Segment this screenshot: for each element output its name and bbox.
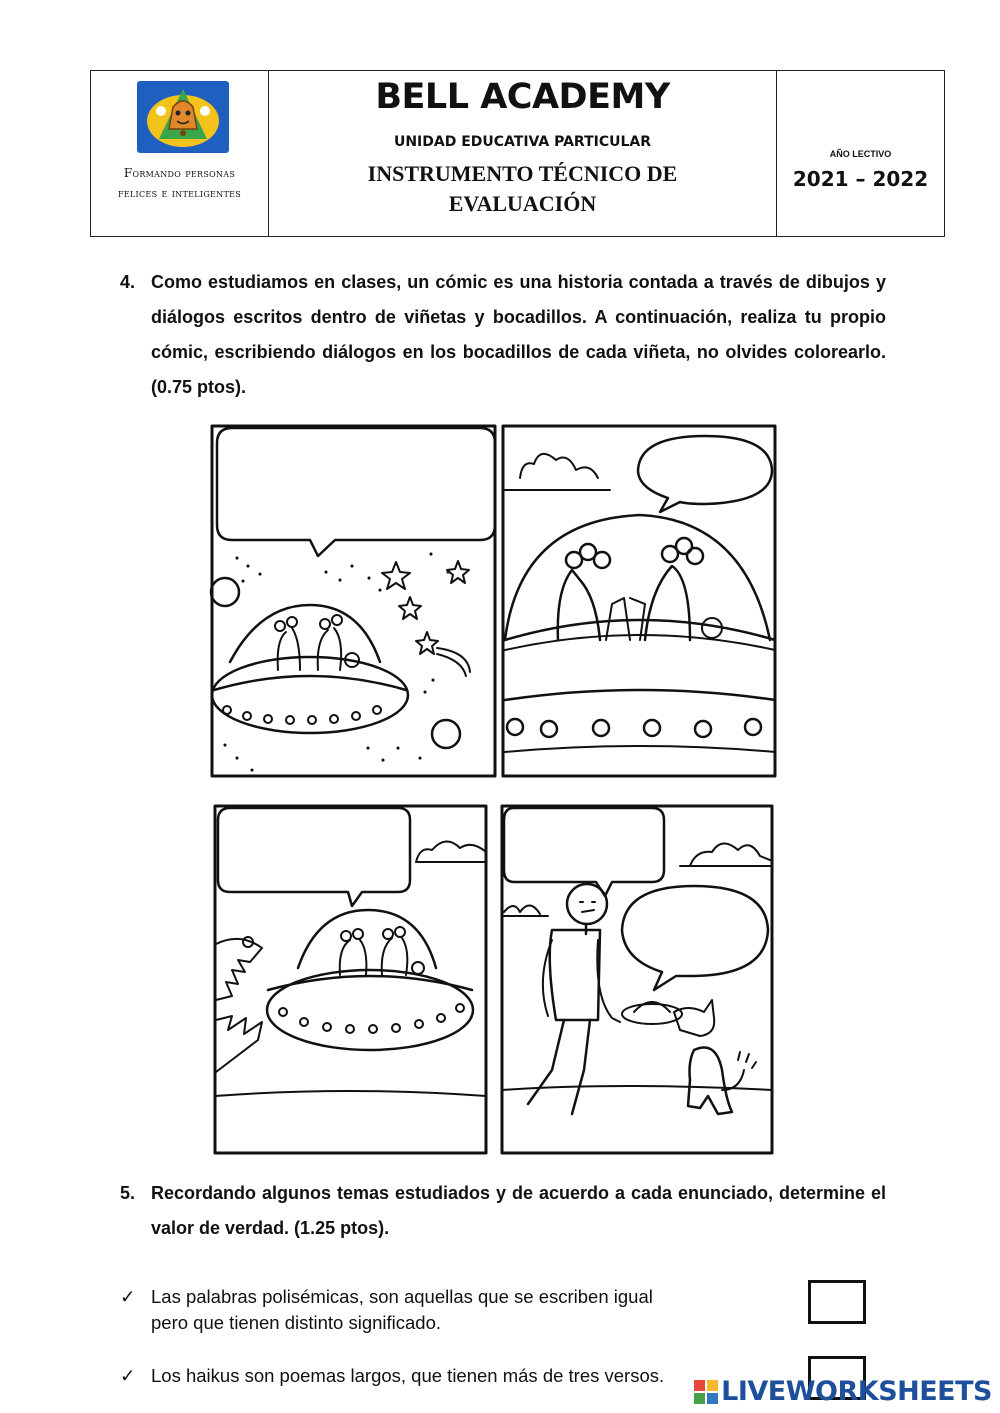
speech-bubble-3[interactable]	[218, 808, 410, 906]
true-false-item	[120, 1284, 711, 1336]
comic-panel-4	[416, 806, 772, 1153]
question-5	[120, 1176, 886, 1246]
comic-panel-1	[211, 426, 495, 776]
statement-text	[151, 1284, 711, 1336]
checkmark-icon: ✓	[120, 1286, 136, 1307]
comic-panel-3	[215, 806, 486, 1153]
statement-text	[151, 1363, 711, 1389]
year-label: AÑO LECTIVO	[829, 149, 892, 159]
question-4-text: Como estudiamos en clases, un cómic es una historia contada a través de dibujos y diálogos escritos dentro de viñetas y bocadillos. A continuación, realiza tu propio cómic, escribiendo diálogos en los bocadillos de cada viñeta, no olvides colorearlo. (0.75 ptos).	[151, 272, 886, 397]
instrument-line-1: INSTRUMENTO TÉCNICO DE	[367, 161, 678, 186]
speech-bubble-4[interactable]	[504, 808, 664, 896]
true-false-item	[120, 1363, 711, 1389]
speech-bubble-2[interactable]	[638, 436, 772, 512]
checkmark-icon: ✓	[120, 1365, 136, 1386]
motto-line-1: Formando personas	[123, 166, 236, 180]
watermark-text: LIVEWORKSHEETS	[721, 1376, 992, 1407]
statement-line-1: Los haikus son poemas largos, que tienen más de tres versos.	[151, 1365, 665, 1386]
answer-box-1[interactable]	[808, 1280, 866, 1324]
question-5-number: 5.	[120, 1183, 136, 1203]
liveworksheets-watermark	[694, 1376, 992, 1407]
question-5-text: Recordando algunos temas estudiados y de acuerdo a cada enunciado, determine el valor de verdad. (1.25 ptos).	[151, 1183, 886, 1238]
question-4-number: 4.	[120, 272, 136, 292]
school-year: 2021 – 2022	[792, 167, 929, 191]
motto-line-2: felices e inteligentes	[117, 186, 242, 200]
instrument-line-2: EVALUACIÓN	[448, 191, 597, 216]
speech-bubble-5[interactable]	[622, 886, 768, 990]
school-name: BELL ACADEMY	[375, 77, 670, 117]
statement-line-1: Las palabras polisémicas, son aquellas que se escriben igual	[151, 1286, 653, 1307]
statement-line-2: pero que tienen distinto significado.	[151, 1312, 442, 1333]
unit-label: UNIDAD EDUCATIVA PARTICULAR	[393, 134, 652, 150]
liveworksheets-logo-icon	[694, 1380, 718, 1404]
comic-panel-2	[503, 426, 775, 776]
speech-bubble-1[interactable]	[217, 428, 495, 556]
